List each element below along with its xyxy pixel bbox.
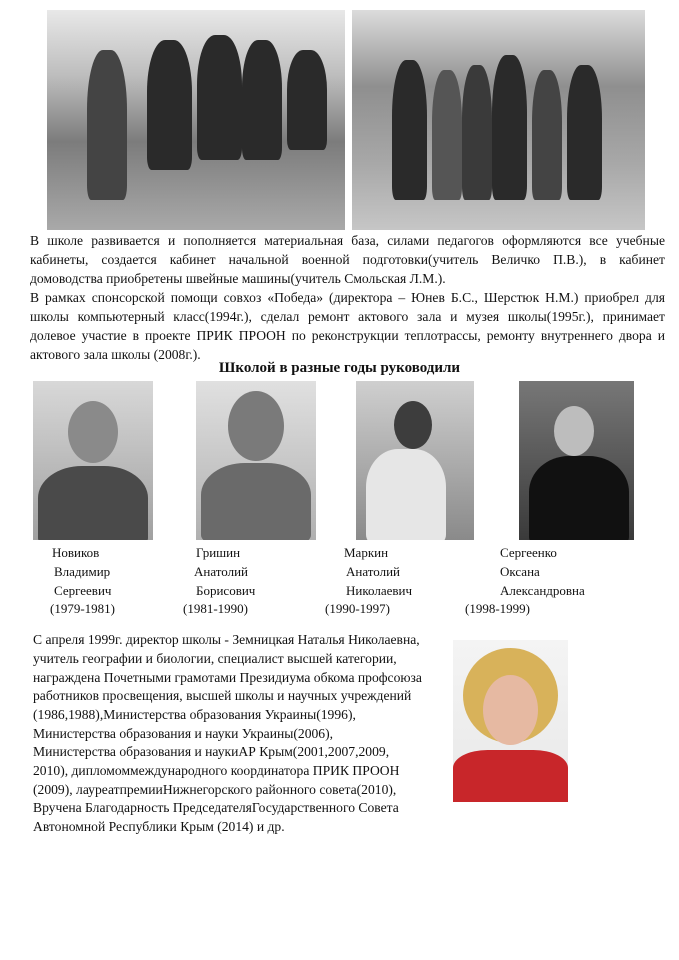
paragraph-1-line-1: В школе развивается и пополняется материальная база, силами педагогов оформляются все учебные bbox=[30, 233, 665, 248]
director-3-surname: Маркин bbox=[344, 545, 389, 560]
section-heading: Школой в разные годы руководили bbox=[218, 360, 461, 376]
bio-line-4: работников просвещения, высшей школы и научных учреждений bbox=[33, 688, 412, 703]
director-2-name: Анатолий bbox=[194, 564, 249, 579]
paragraph-2-line-3: долевое участие в проекте ПРИК ПРООН по реконструкции теплотрассы, ремонту внутреннего двора и bbox=[30, 328, 665, 343]
paragraph-2-line-2: школы компьютерный класс(1994г.), сделал ремонт актового зала и музея школы(1995г.), принимает bbox=[30, 309, 665, 324]
director-1-name: Владимир bbox=[54, 564, 111, 579]
portrait-novikov bbox=[33, 381, 153, 540]
director-4-surname: Сергеенко bbox=[500, 545, 557, 560]
portrait-zemnitskaya bbox=[453, 640, 568, 802]
photo-students-marching bbox=[47, 10, 345, 230]
paragraph-1-line-3: домоводства приобретены швейные машины(учитель Смольская Л.М.). bbox=[30, 271, 446, 286]
paragraph-2-line-1: В рамках спонсорской помощи совхоз «Победа» (директора – Юнев Б.С., Шерстюк Н.М.) приобрел для bbox=[30, 290, 665, 305]
bio-line-5: (1986,1988),Министерства образования Украины(1996), bbox=[33, 707, 356, 722]
portrait-grishin bbox=[196, 381, 316, 540]
director-4-patronymic: Александровна bbox=[500, 583, 585, 598]
bio-line-10: Вручена Благодарность ПредседателяГосударственного Совета bbox=[33, 800, 399, 815]
photo-group-with-sign bbox=[352, 10, 645, 230]
director-2-surname: Гришин bbox=[196, 545, 241, 560]
paragraph-1-line-2: кабинеты, создается кабинет начальной военной подготовки(учитель Величко П.В.), в кабинет bbox=[30, 252, 665, 267]
director-1-years: (1979-1981) bbox=[50, 601, 115, 616]
bio-line-1: С апреля 1999г. директор школы - Земницкая Наталья Николаевна, bbox=[33, 632, 420, 647]
director-3-name: Анатолий bbox=[346, 564, 401, 579]
paragraph-2-line-4: актового зала школы (2008г.). bbox=[30, 347, 201, 362]
bio-line-8: 2010), дипломоммеждународного координатора ПРИК ПРООН bbox=[33, 763, 400, 778]
portrait-sergeenko bbox=[519, 381, 634, 540]
bio-line-2: учитель географии и биологии, специалист высшей категории, bbox=[33, 651, 397, 666]
director-4-name: Оксана bbox=[500, 564, 540, 579]
bio-line-3: награждена Почетными грамотами Президиума обкома профсоюза bbox=[33, 670, 422, 685]
director-3-patronymic: Николаевич bbox=[346, 583, 412, 598]
director-2-patronymic: Борисович bbox=[196, 583, 256, 598]
bio-line-6: Министерства образования и науки Украины(2006), bbox=[33, 726, 334, 741]
director-3-years: (1990-1997) bbox=[325, 601, 390, 616]
bio-line-11: Автономной Республики Крым (2014) и др. bbox=[33, 819, 285, 834]
director-2-years: (1981-1990) bbox=[183, 601, 248, 616]
portrait-markin bbox=[356, 381, 474, 540]
director-4-years: (1998-1999) bbox=[465, 601, 530, 616]
director-1-surname: Новиков bbox=[52, 545, 100, 560]
bio-line-9: (2009), лауреатпремииНижнегорского районного совета(2010), bbox=[33, 782, 397, 797]
bio-line-7: Министерства образования и наукиАР Крым(2001,2007,2009, bbox=[33, 744, 390, 759]
director-1-patronymic: Сергеевич bbox=[54, 583, 112, 598]
